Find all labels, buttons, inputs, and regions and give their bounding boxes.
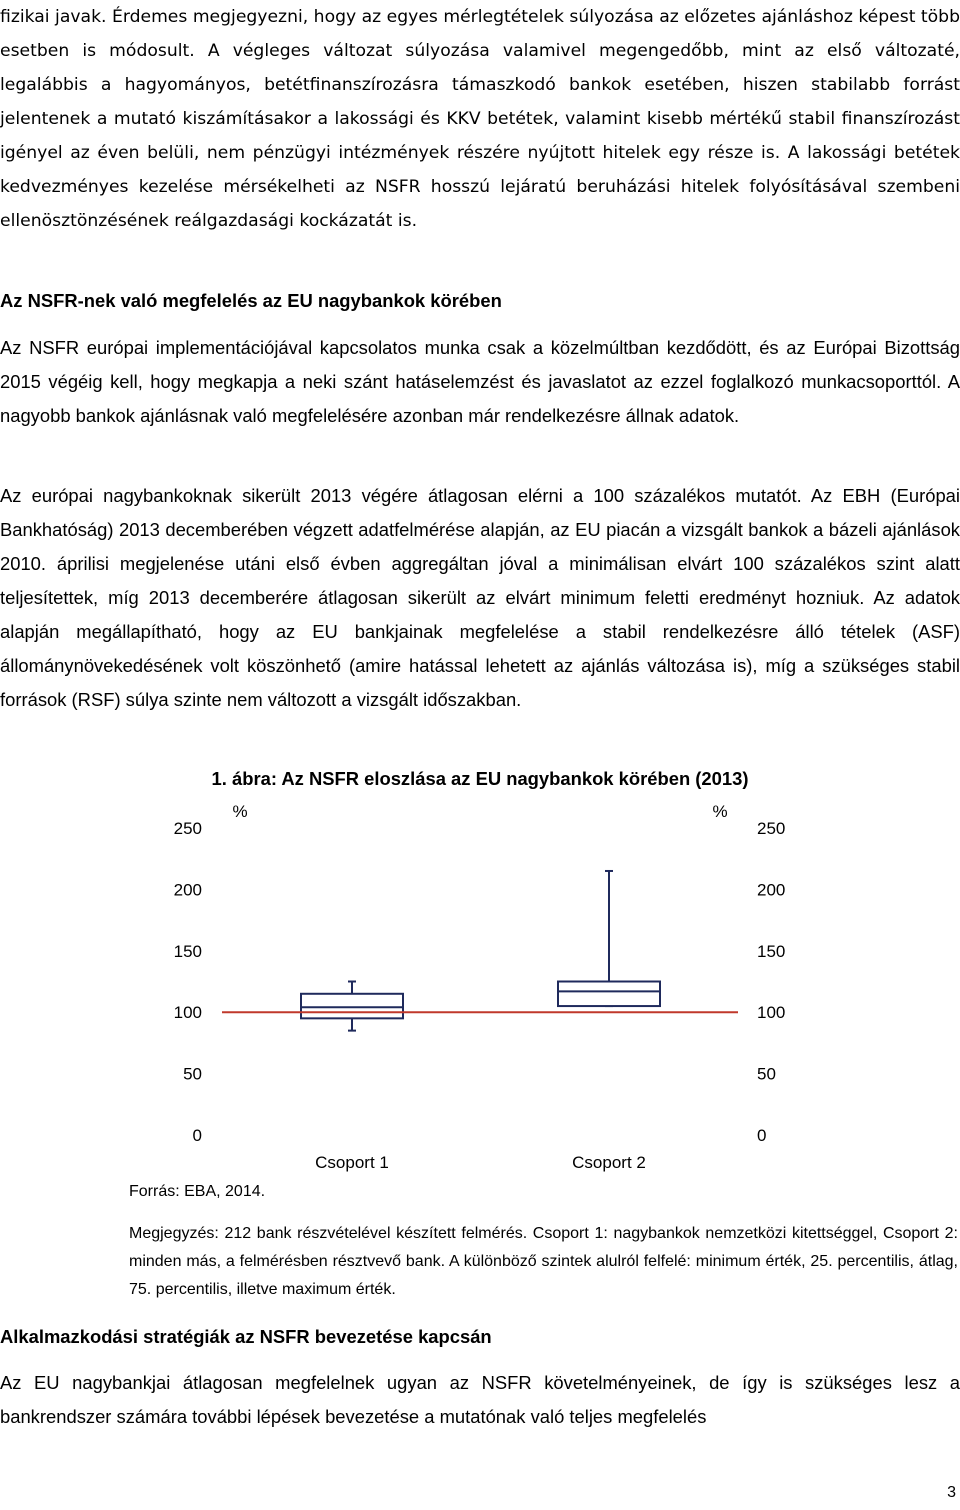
figure-source: Forrás: EBA, 2014. [129, 1183, 266, 1200]
body-paragraph-results: Az európai nagybankoknak sikerült 2013 végére átlagosan elérni a 100 százalékos mutatót. Az EBH (Európai Bankhatóság) 2013 decemberében végzett adatfelmérése alapján, az EU piacán a vizsgált bankok a bázeli ajánlások 2010. áprilisi megjelenése utáni első évben aggregáltan jóval a minimálisan elvárt 100 százalékos szint alatt teljesítettek, míg 2013 decemberére átlagosan sikerült az elvárt minimum feletti eredményt hozniuk. Az adatok alapján megállapítható, hogy az EU bankjainak megfelelése a stabil rendelkezésre álló tételek (ASF) állománynövekedésének volt köszönhető (amire hatással lehetett az ajánlás változása is), míg a szükséges stabil források (RSF) súlya szinte nem változott a vizsgált időszakban. [0, 485, 960, 710]
right-tick-label: 200 [757, 880, 786, 900]
right-tick-label: 0 [757, 1126, 767, 1145]
left-tick-label: 100 [173, 1003, 202, 1023]
section-heading-nsfr-compliance: Az NSFR-nek való megfelelés az EU nagybankok körében [0, 290, 502, 311]
intro-paragraph: fizikai javak. Érdemes megjegyezni, hogy az egyes mérlegtételek súlyozása az előzetes ajánláshoz képest több esetben is módosult. A végleges változat súlyozása valamivel megengedőbb, mint az első változaté, legalábbis a hagyományos, betétfinanszírozásra támaszkodó bankok esetében, hiszen stabilabb forrást jelentenek a mutató kiszámításakor a lakossági és KKV betétek, valamint kisebb mértékű stabil finanszírozást igényel az éven belüli, nem pénzügyi intézmények részére nyújtott hitelek egy része is. A lakossági betétek kedvezményes kezelése mérsékelheti az NSFR hosszú lejáratú beruházási hitelek folyósításával szembeni ellenösztönzésének reálgazdasági kockázatát is. [0, 7, 960, 231]
figure-title: 1. ábra: Az NSFR eloszlása az EU nagybankok körében (2013) [211, 768, 749, 789]
right-tick-label: 250 [757, 819, 786, 838]
section-heading-adaptation: Alkalmazkodási stratégiák az NSFR bevezetése kapcsán [0, 1326, 492, 1347]
figure-note: Megjegyzés: 212 bank részvételével készített felmérés. Csoport 1: nagybankok nemzetközi kitettséggel, Csoport 2: minden más, a felmérésben résztvevő bank. A különböző szintek alulról felfelé: minimum érték, 25. percentilis, átlag, 75. percentilis, illetve maximum érték. [129, 1225, 958, 1298]
left-tick-label: 0 [192, 1126, 202, 1145]
body-paragraph-adaptation: Az EU nagybankjai átlagosan megfelelnek ugyan az NSFR követelményeinek, de így is szükséges lesz a bankrendszer számára további lépések bevezetése a mutatónak való teljes megfelelés [0, 1372, 960, 1427]
right-tick-label: 100 [757, 1003, 786, 1023]
right-axis-unit: % [712, 802, 728, 821]
box-2 [558, 871, 660, 1006]
category-label: Csoport 2 [572, 1153, 646, 1172]
box-1 [301, 982, 403, 1031]
body-paragraph-implementation: Az NSFR európai implementációjával kapcsolatos munka csak a közelmúltban kezdődött, és az Európai Bizottság 2015 végéig kell, hogy megkapja a neki szánt hatáselemzést és javaslatot az ezzel foglalkozó munkacsoporttól. A nagyobb bankok ajánlásnak való megfelelésére azonban már rendelkezésre állnak adatok. [0, 337, 960, 426]
iqr-box [301, 994, 403, 1019]
left-tick-label: 150 [173, 941, 202, 961]
left-tick-label: 50 [183, 1064, 202, 1084]
iqr-box [558, 982, 660, 1007]
nsfr-boxplot-chart [0, 790, 960, 1190]
category-label: Csoport 1 [315, 1153, 389, 1172]
left-tick-label: 200 [173, 880, 202, 900]
left-axis-unit: % [232, 802, 248, 821]
left-tick-label: 250 [173, 819, 202, 838]
right-tick-label: 150 [757, 941, 786, 961]
page-number: 3 [947, 1484, 956, 1501]
right-tick-label: 50 [757, 1064, 776, 1084]
